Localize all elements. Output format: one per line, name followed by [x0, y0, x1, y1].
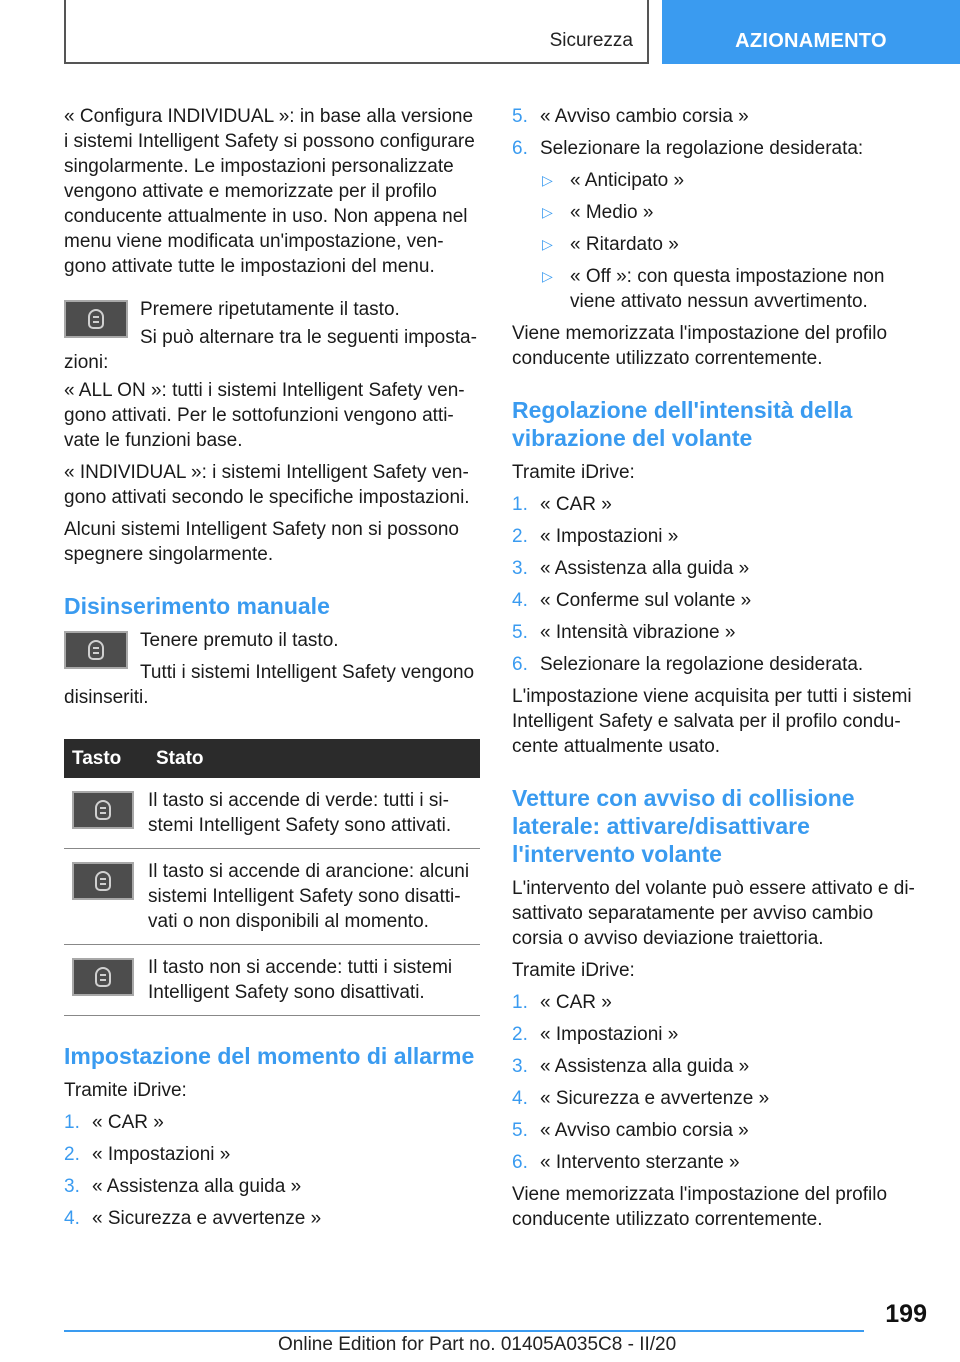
vibration-note: L'impostazione viene acquisita per tutti i sistemi Intelligent Safety e salvata per il profilo condu-cente attualmente usato. — [512, 686, 912, 757]
page-header — [64, 0, 960, 66]
list-item: ▷ « Ritardato » — [542, 234, 679, 255]
list-item: 4. « Conferme sul volante » — [512, 590, 752, 611]
list-item: 5. « Intensità vibrazione » — [512, 622, 736, 643]
state-text: Il tasto si accende di arancione: alcuni sistemi Intelligent Safety sono disatti-vati o non disponibili al momento. — [148, 849, 480, 945]
section-tab — [64, 0, 649, 64]
intelligent-safety-button-icon — [72, 862, 134, 900]
vibration-heading: Regolazione dell'intensità della vibrazione del volante — [512, 397, 853, 451]
collision-intro: L'intervento del volante può essere attivato e di-sattivato separatamente per avviso cambio corsia o avviso deviazione traiettoria. — [512, 878, 915, 949]
table-row — [64, 945, 480, 1016]
list-item: 6. Selezionare la regolazione desiderata: — [512, 138, 864, 159]
stored-text: Viene memorizzata l'impostazione del profilo conducente utilizzato correntemente. — [512, 1184, 888, 1230]
triangle-bullet-icon: ▷ — [542, 172, 553, 188]
list-item: 4. « Sicurezza e avvertenze » — [64, 1208, 322, 1229]
some-systems-text: Alcuni sistemi Intelligent Safety non si possono spegnere singolarmente. — [64, 519, 459, 565]
list-item: 6. « Intervento sterzante » — [512, 1152, 740, 1173]
press-repeat-block — [64, 297, 480, 378]
alarm-heading: Impostazione del momento di allarme — [64, 1043, 475, 1069]
stored-text: Viene memorizzata l'impostazione del profilo conducente utilizzato correntemente. — [512, 323, 888, 369]
alarm-steps-list — [64, 1110, 480, 1231]
col-button-header: Tasto — [64, 739, 148, 778]
list-item: 6. Selezionare la regolazione desiderata. — [512, 654, 864, 675]
collision-steps-list — [512, 990, 928, 1175]
intelligent-safety-button-icon — [64, 300, 128, 338]
state-text: Il tasto non si accende: tutti i sistemi Intelligent Safety sono disattivati. — [148, 945, 480, 1016]
list-item: ▷ « Medio » — [542, 202, 654, 223]
list-item: 2. « Impostazioni » — [512, 526, 679, 547]
list-item: 5. « Avviso cambio corsia » — [512, 1120, 749, 1141]
list-item: 2. « Impostazioni » — [512, 1024, 679, 1045]
watermark: www.carmanualsonline.info — [700, 1338, 858, 1353]
list-item: ▷ « Off »: con questa impostazione non viene attivato nessun avvertimento. — [542, 266, 885, 312]
list-item: 4. « Sicurezza e avvertenze » — [512, 1088, 770, 1109]
via-idrive-text: Tramite iDrive: — [64, 1080, 187, 1101]
list-item: 3. « Assistenza alla guida » — [512, 558, 750, 579]
intelligent-safety-button-icon — [72, 791, 134, 829]
footer-divider — [64, 1330, 864, 1332]
list-item: 3. « Assistenza alla guida » — [64, 1176, 302, 1197]
alarm-steps-continued — [512, 104, 928, 161]
all-on-text: « ALL ON »: tutti i sistemi Intelligent Safety ven-gono attivati. Per le sottofunzioni vengono atti-vate le funzioni base. — [64, 380, 465, 451]
triangle-bullet-icon: ▷ — [542, 236, 553, 252]
individual-text: « INDIVIDUAL »: i sistemi Intelligent Safety ven-gono attivati secondo le specifiche impostazioni. — [64, 462, 470, 508]
triangle-bullet-icon: ▷ — [542, 204, 553, 220]
list-item: ▷ « Anticipato » — [542, 170, 685, 191]
triangle-bullet-icon: ▷ — [542, 268, 553, 284]
state-text: Il tasto si accende di verde: tutti i si-stemi Intelligent Safety sono attivati. — [148, 778, 480, 849]
table-row — [64, 778, 480, 849]
right-column — [512, 104, 928, 1239]
collision-heading: Vetture con avviso di collisione laterale: attivare/disattivare l'intervento volante — [512, 785, 855, 867]
via-idrive-text: Tramite iDrive: — [512, 960, 635, 981]
button-state-table — [64, 739, 480, 1016]
press-repeat-text: Premere ripetutamente il tasto. — [140, 299, 400, 320]
hold-button-block — [64, 628, 480, 717]
intelligent-safety-button-icon — [64, 631, 128, 669]
manual-heading: Disinserimento manuale — [64, 593, 330, 619]
list-item: 3. « Assistenza alla guida » — [512, 1056, 750, 1077]
section-title: Sicurezza — [549, 30, 633, 51]
timing-options-list — [512, 168, 928, 314]
edition-text: Online Edition for Part no. 01405A035C8 - II/20 — [278, 1334, 677, 1355]
page-number: 199 — [885, 1300, 927, 1328]
intro-paragraph: « Configura INDIVIDUAL »: in base alla versione i sistemi Intelligent Safety si possono configurare singolarmente. Le impostazioni personalizzate vengono attivate e memorizzate per il profilo conducente attualmente in uso. Non appena nel menu viene modificata un'impostazione, ven-gono attivate tutte le impostazioni del menu. — [64, 106, 475, 277]
col-state-header: Stato — [148, 739, 480, 778]
hold-button-text: Tenere premuto il tasto. — [140, 630, 339, 651]
all-off-text: Tutti i sistemi Intelligent Safety vengono disinseriti. — [64, 662, 475, 708]
via-idrive-text: Tramite iDrive: — [512, 462, 635, 483]
left-column — [64, 104, 480, 1238]
list-item: 5. « Avviso cambio corsia » — [512, 106, 749, 127]
can-switch-text: Si può alternare tra le seguenti imposta-zioni: — [64, 327, 477, 373]
vibration-steps-list — [512, 492, 928, 677]
table-header-row — [64, 739, 480, 778]
list-item: 2. « Impostazioni » — [64, 1144, 231, 1165]
list-item: 1. « CAR » — [64, 1112, 164, 1133]
list-item: 1. « CAR » — [512, 494, 612, 515]
intelligent-safety-button-icon — [72, 958, 134, 996]
chapter-tab — [662, 0, 960, 64]
table-row — [64, 849, 480, 945]
list-item: 1. « CAR » — [512, 992, 612, 1013]
chapter-title: AZIONAMENTO — [735, 30, 887, 52]
